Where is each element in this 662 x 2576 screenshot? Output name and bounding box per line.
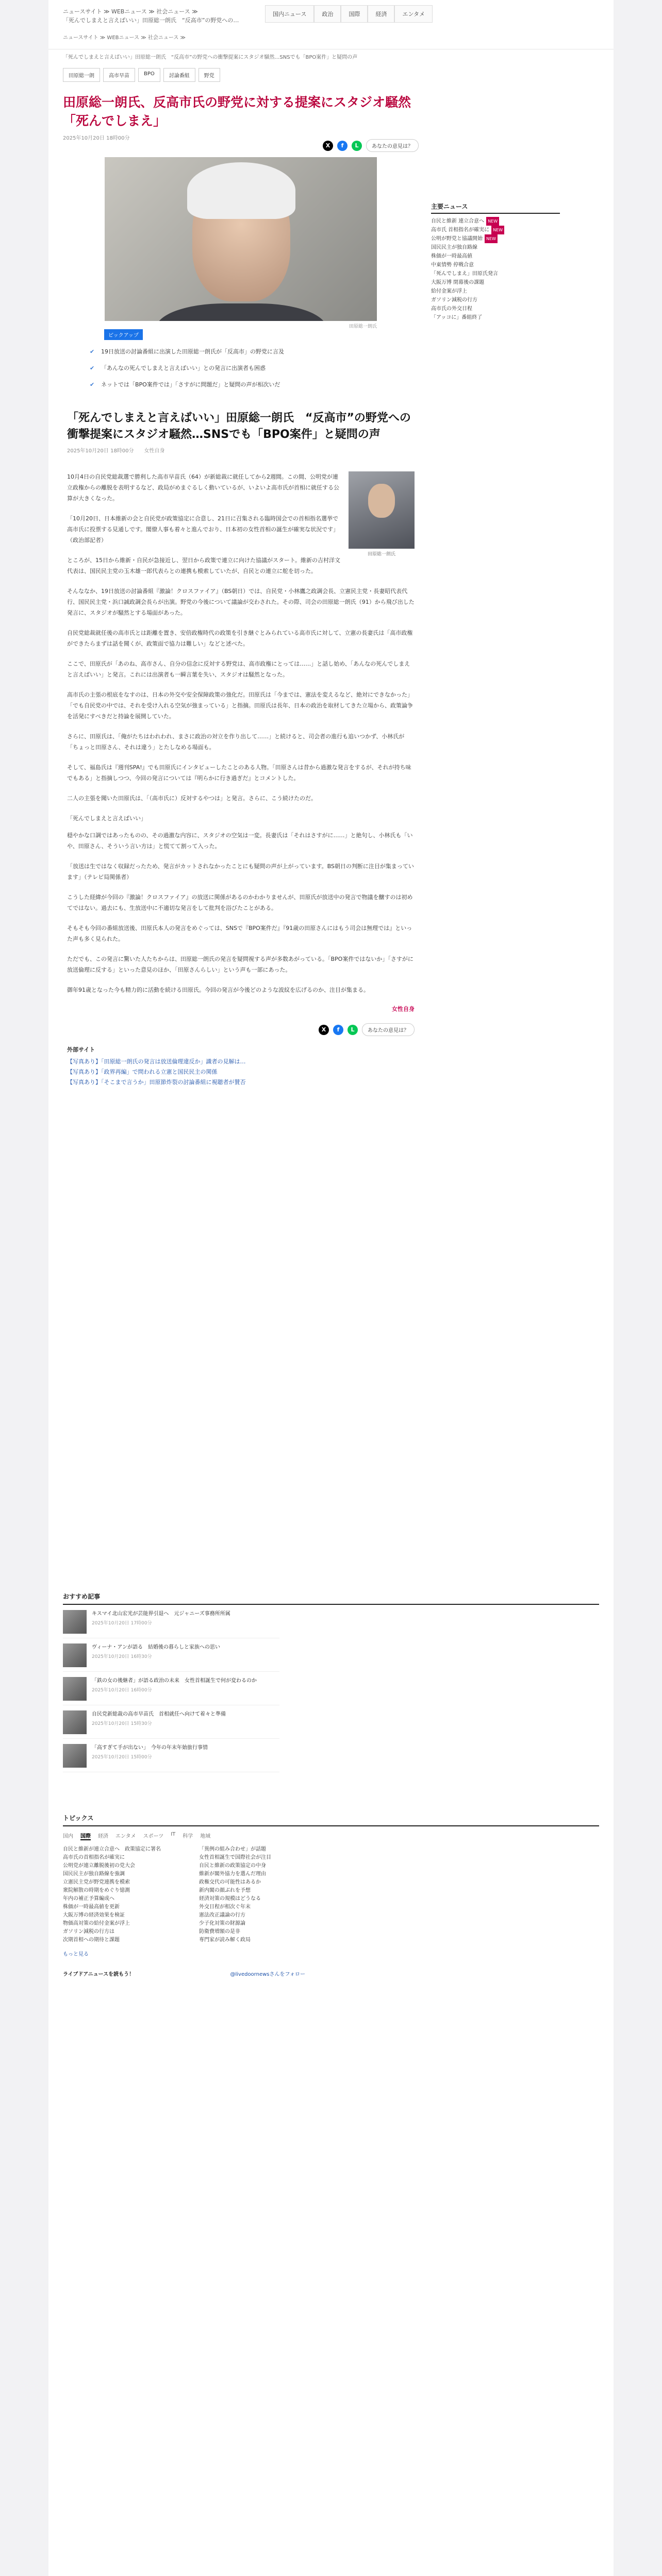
sidebar-item[interactable]: 公明が野党と協議開始 NEW <box>431 234 602 243</box>
sidebar-item[interactable]: 「死んでしまえ」田原氏発言 <box>431 271 498 277</box>
topic-item[interactable]: 経済対策の規模はどうなる <box>199 1896 261 1902</box>
topic-item[interactable]: 公明党が連立離脱後初の党大会 <box>63 1863 135 1869</box>
summary-item: ✔ ネットでは「BPO案件では」「さすがに問題だ」と疑問の声が相次いだ <box>88 380 419 389</box>
breadcrumb-line1[interactable]: ニュースサイト ≫ WEBニュース ≫ 社会ニュース ≫ <box>63 8 198 15</box>
topic-item[interactable]: 少子化対策の財源論 <box>199 1921 245 1926</box>
recommended-item[interactable]: 「鉄の女の後継者」が語る政治の未来 女性首相誕生で何が変わるのか 2025年10月20日 16時00分 <box>63 1672 279 1705</box>
thumbnail <box>63 1710 87 1734</box>
topics-title: トピックス <box>63 1814 599 1826</box>
sidebar-item[interactable]: 中東情勢 停戦合意 <box>431 262 474 268</box>
thumbnail <box>63 1677 87 1701</box>
summary-item: ✔ 「あんなの死んでしまえと言えばいい」との発言に出演者も困惑 <box>88 364 419 373</box>
paragraph: ここで、田原氏が「あのね、高市さん、自分の信念に反対する野党は、高市政権にとっては……」と話し始め、「あんなの死んでしまえと言えばいい」と発言。これには出演者も一瞬言葉を失い、スタジオは騒然となった。 <box>67 660 410 678</box>
topics-grid <box>63 1845 599 1944</box>
paragraph: 10月4日の自民党総裁選で勝利した高市早苗氏（64）が新総裁に就任してから2週間。この間、公明党が連立政権からの離脱を表明するなど、政局がめまぐるしく動いているが、いよいよ高市氏が首相に就任する公算が大きくなった。 <box>67 473 339 502</box>
sidebar-item[interactable]: 自民と維新 連立合意へ NEW <box>431 217 602 226</box>
recommended-item[interactable]: キスマイ北山宏光が芸能界引退へ 元ジャニーズ事務所所属 2025年10月20日 17時00分 <box>63 1605 279 1638</box>
topic-item[interactable]: 年内の補正予算編成へ <box>63 1896 114 1902</box>
source-label: 女性自身 <box>392 1006 415 1012</box>
tab[interactable]: 科学 <box>183 1834 193 1839</box>
topic-item[interactable]: 新内閣の顔ぶれを予想 <box>199 1888 251 1893</box>
tag-list <box>63 68 419 82</box>
tag[interactable]: BPO <box>138 68 160 82</box>
tag[interactable]: 野党 <box>198 68 220 82</box>
topic-item[interactable]: 「異例の組み合わせ」が話題 <box>199 1846 266 1852</box>
tab[interactable]: 経済 <box>98 1834 108 1839</box>
topic-item[interactable]: 立憲民主党が野党連携を模索 <box>63 1879 130 1885</box>
tag[interactable]: 田原総一朗 <box>63 68 100 82</box>
external-link[interactable]: 【写真あり】「田原総一朗氏の発言は放送倫理違反か」識者の見解は… <box>67 1058 246 1065</box>
hero-caption: 田原総一朗氏 <box>349 324 377 329</box>
article-headline: 「死んでしまえと言えばいい」田原総一朗氏 “反高市”の野党への衝撃提案にスタジオ騒然…SNSでも「BPO案件」と疑問の声 <box>67 412 411 441</box>
topics-tabs <box>63 1832 305 1840</box>
topic-item[interactable]: 防衛費増額の是非 <box>199 1929 240 1935</box>
more-link[interactable]: もっと見る <box>63 1952 89 1957</box>
paragraph: 「10月20日、日本維新の会と自民党が政策協定に合意し、21日に召集される臨時国会での首相指名選挙で高市氏に投票する見通しです。閣僚人事も着々と進んでおり、日本初の女性首相の誕生が確実な状況です」（政治部記者） <box>67 515 339 544</box>
paragraph: 御年91歳となった今も精力的に活動を続ける田原氏。今回の発言が今後どのような波紋を広げるのか、注目が集まる。 <box>67 987 369 993</box>
photo-caption: 田原総一朗氏 <box>367 552 395 557</box>
topic-item[interactable]: 憲法改正議論の行方 <box>199 1912 245 1918</box>
hero-image <box>105 157 377 321</box>
topic-item[interactable]: 衆院解散の時期をめぐり憶測 <box>63 1888 130 1893</box>
main-column <box>63 49 419 1088</box>
sidebar-item[interactable]: ガソリン減税の行方 <box>431 297 477 303</box>
header <box>48 0 614 49</box>
x-share-icon[interactable]: X <box>323 141 333 151</box>
sidebar-item[interactable]: 給付金案が浮上 <box>431 289 467 294</box>
topic-item[interactable]: 高市氏の首相指名が確実に <box>63 1855 125 1860</box>
tab[interactable]: 国内 <box>63 1834 73 1839</box>
paragraph: 「放送は生ではなく収録だったため、発言がカットされなかったことにも疑問の声が上がっています。BS朝日の判断に注目が集まっています」（テレビ局関係者） <box>67 863 414 880</box>
topic-item[interactable]: 自民と維新の政策協定の中身 <box>199 1863 266 1869</box>
new-badge: NEW <box>486 217 499 226</box>
recommended-title: おすすめ記事 <box>63 1592 599 1605</box>
paragraph: 自民党総裁就任後の高市氏とは距離を置き、安倍政権時代の政策を引き継ぐとみられている高市氏に対して、立憲の長妻氏は「高市政権ができたらまずは話を聞くが、政策面で協力は難しい」などと述べた。 <box>67 630 413 647</box>
topic-item[interactable]: 大阪万博の経済効果を検証 <box>63 1912 125 1918</box>
paragraph: そして、福島氏は『週刊SPA!』でも田原氏にインタビューしたことのある人物。「田原さんは昔から過激な発言をするが、それが持ち味でもある」と指摘しつつ、今回の発言については『明らかに行き過ぎだ』とコメントした。 <box>67 764 411 782</box>
paragraph: さらに、田原氏は、「俺がたちはわれわれ、まさに政治の対立を作り出して……」と続けると、司会者の進行も追いつかず、小林氏が「ちょっと田原さん、それは違う」とたしなめる場面も。 <box>67 733 405 751</box>
paragraph: ただでも、この発言に驚いた人たちからは、田原総一朗氏の発言を疑問視する声が多数あがっている。「BPO案件ではないか」「さすがに放送倫理に反する」といった意見のほか、「田原さんらしい」という声も一部にあった。 <box>67 956 413 973</box>
paragraph: ところが、15日から維新・自民が急接近し、翌日から政策で連立に向けた協議がスタート。維新の吉村洋文代表は、国民民主党の玉木雄一郎代表らとの連携も模索していたが、自民との連立に舵を切った。 <box>67 557 341 574</box>
top-nav-item[interactable]: 国内ニュース <box>265 5 314 23</box>
paragraph: 二人の主張を聞いた田原氏は、「（高市氏に）反対するやつは」と発言。さらに、こう続けたのだ。 <box>67 795 317 802</box>
tab[interactable]: エンタメ <box>115 1834 136 1839</box>
sidebar-item[interactable]: 株価が一時最高値 <box>431 253 472 259</box>
tab[interactable]: スポーツ <box>143 1834 164 1839</box>
sub-crumb[interactable]: ニュースサイト ≫ WEBニュース ≫ 社会ニュース ≫ <box>63 35 186 41</box>
topic-item[interactable]: 次期首相への期待と課題 <box>63 1937 120 1943</box>
summary-item: ✔ 19日放送の討論番組に出演した田原総一朗氏が「反高市」の野党に言及 <box>88 347 419 357</box>
external-links <box>63 1045 419 1088</box>
topic-item[interactable]: 政権交代の可能性はあるか <box>199 1879 261 1885</box>
top-nav-item[interactable]: エンタメ <box>394 5 433 23</box>
article-body <box>63 471 419 995</box>
external-link[interactable]: 【写真あり】「政界再編」で問われる立憲と国民民主の関係 <box>67 1069 218 1075</box>
top-nav-item[interactable]: 国際 <box>341 5 368 23</box>
line-share-icon[interactable]: L <box>352 141 362 151</box>
tag[interactable]: 討論番組 <box>163 68 195 82</box>
topics-section <box>63 1814 599 1977</box>
page-container <box>48 0 614 2576</box>
publish-date: 2025年10月20日 18時00分 <box>63 135 130 141</box>
external-link[interactable]: 【写真あり】「そこまで言うか」田原節炸裂の討論番組に視聴者が賛否 <box>67 1079 246 1086</box>
thumbnail <box>63 1643 87 1667</box>
recommended-item[interactable]: 自民党新総裁の高市早苗氏 首相就任へ向けて着々と準備 2025年10月20日 15時30分 <box>63 1705 279 1739</box>
top-nav-item[interactable]: 政治 <box>314 5 341 23</box>
tag[interactable]: 高市早苗 <box>103 68 135 82</box>
sidebar-list <box>431 217 602 322</box>
tab[interactable]: 地域 <box>200 1834 211 1839</box>
quote: 「死んでしまえと言えばいい」 <box>67 815 146 822</box>
topic-item[interactable]: 自民と維新が連立合意へ 政策協定に署名 <box>63 1846 161 1852</box>
summary-list <box>88 347 419 389</box>
opinion-button[interactable]: あなたの意見は？ <box>362 1023 415 1036</box>
topic-item[interactable]: 維新が閣外協力を選んだ理由 <box>199 1871 266 1877</box>
sidebar-title: 主要ニュース <box>431 202 560 214</box>
sidebar-item[interactable]: 高市氏の外交日程 <box>431 306 472 312</box>
paragraph: 穏やかな口調ではあったものの、その過激な内容に、スタジオの空気は一変。長妻氏は「それはさすがに……」と絶句し、小林氏も「いや、田原さん、そういう言い方は」と慌てて割って入った。 <box>67 832 413 850</box>
thumbnail <box>63 1744 87 1768</box>
inline-photo <box>349 471 415 557</box>
facebook-share-icon[interactable]: f <box>337 141 347 151</box>
top-nav <box>265 5 433 23</box>
follow-bar <box>63 1970 305 1977</box>
topic-item[interactable]: 株価が一時最高値を更新 <box>63 1904 120 1910</box>
article-breadcrumb: 「死んでしまえと言えばいい」田原総一朗氏 “反高市”の野党への衝撃提案にスタジオ騒然…SNSでも「BPO案件」と疑問の声 <box>63 55 358 60</box>
sidebar-item[interactable]: 「アッコに」番組終了 <box>431 315 483 320</box>
new-badge: NEW <box>485 234 498 243</box>
follow-label: ライブドアニュースを読もう！ <box>63 1972 135 1977</box>
paragraph: こうした経緯が今回の『激論！クロスファイア』の放送に関係があるのかわかりませんが、田原氏が放送中の発言で物議を醸すのは初めてではない。過去にも、生放送中に不適切な発言をして批判を浴びたことがある。 <box>67 894 413 911</box>
top-nav-item[interactable]: 経済 <box>368 5 394 23</box>
external-title: 外部サイト <box>67 1046 95 1053</box>
opinion-button[interactable]: あなたの意見は？ <box>366 139 419 152</box>
article-date: 2025年10月20日 18時00分 女性自身 <box>67 448 165 454</box>
follow-link[interactable]: @livedoornewsさんをフォロー <box>230 1972 305 1977</box>
recommended-item[interactable]: ヴィーナ・アンが語る 結婚後の暮らしと家族への思い 2025年10月20日 16時30分 <box>63 1638 279 1672</box>
page-title: 田原総一朗氏、反高市氏の野党に対する提案にスタジオ騒然「死んでしまえ」 <box>63 95 411 128</box>
facebook-share-icon[interactable]: f <box>333 1025 343 1035</box>
recommended-section <box>63 1592 599 1772</box>
topic-item[interactable]: 物価高対策の給付金案が浮上 <box>63 1921 130 1926</box>
topic-item[interactable]: 女性首相誕生で国際社会が注目 <box>199 1855 271 1860</box>
topic-item[interactable]: 外交日程が相次ぐ年末 <box>199 1904 251 1910</box>
paragraph: そんななか、19日放送の討論番組『激論！クロスファイア』（BS朝日）では、自民党・小林鷹之政調会長、立憲民主党・長妻昭代表代行、国民民主党・浜口誠政調会長らが出演。野党の今後について議論が交わされた。その際、司会の田原総一朗氏（91）から飛び出した発言に、スタジオが騒然とする場面があった。 <box>67 588 415 616</box>
topic-item[interactable]: 国民民主が独自路線を強調 <box>63 1871 125 1877</box>
sidebar <box>431 49 602 322</box>
paragraph: そもそも今回の番組放送後、田原氏本人の発言をめぐっては、SNSで『BPO案件だ』『91歳の田原さんにはもう司会は無理では』といった声も多く見られた。 <box>67 925 412 942</box>
tab[interactable]: IT <box>171 1832 176 1837</box>
line-share-icon[interactable]: L <box>347 1025 358 1035</box>
recommended-item[interactable]: 「高すぎて手が出ない」 今年の年末年始旅行事情 2025年10月20日 15時00分 <box>63 1739 279 1772</box>
topic-item[interactable]: ガソリン減税の行方は <box>63 1929 114 1935</box>
new-badge: NEW <box>491 226 504 234</box>
breadcrumb-line2: 「死んでしまえと言えばいい」田原総一朗氏 “反高市”の野党への… <box>63 17 239 24</box>
thumbnail <box>63 1610 87 1634</box>
tab-active[interactable]: 国際 <box>80 1832 91 1840</box>
x-share-icon[interactable]: X <box>319 1025 329 1035</box>
sidebar-item[interactable]: 大阪万博 閉幕後の課題 <box>431 280 485 285</box>
pickup-badge[interactable]: ピックアップ <box>104 329 143 340</box>
paragraph: 高市氏の主張の根底をなすのは、日本の外交や安全保障政策の強化だ。田原氏は「今までは、憲法を変えるなど、絶対にできなかった」「でも自民党の中では、それを受け入れる空気が強まっている」と指摘。田原氏は長年、日本の政治を取材してきた立場から、政策論争を活発にすべきだと持論を展開していた。 <box>67 691 413 720</box>
topic-item[interactable]: 専門家が読み解く政局 <box>199 1937 251 1943</box>
sidebar-item[interactable]: 国民民主が独自路線 <box>431 245 477 250</box>
share-bar-bottom <box>63 1023 415 1036</box>
sidebar-item[interactable]: 高市氏 首相指名が確実に NEW <box>431 226 602 234</box>
